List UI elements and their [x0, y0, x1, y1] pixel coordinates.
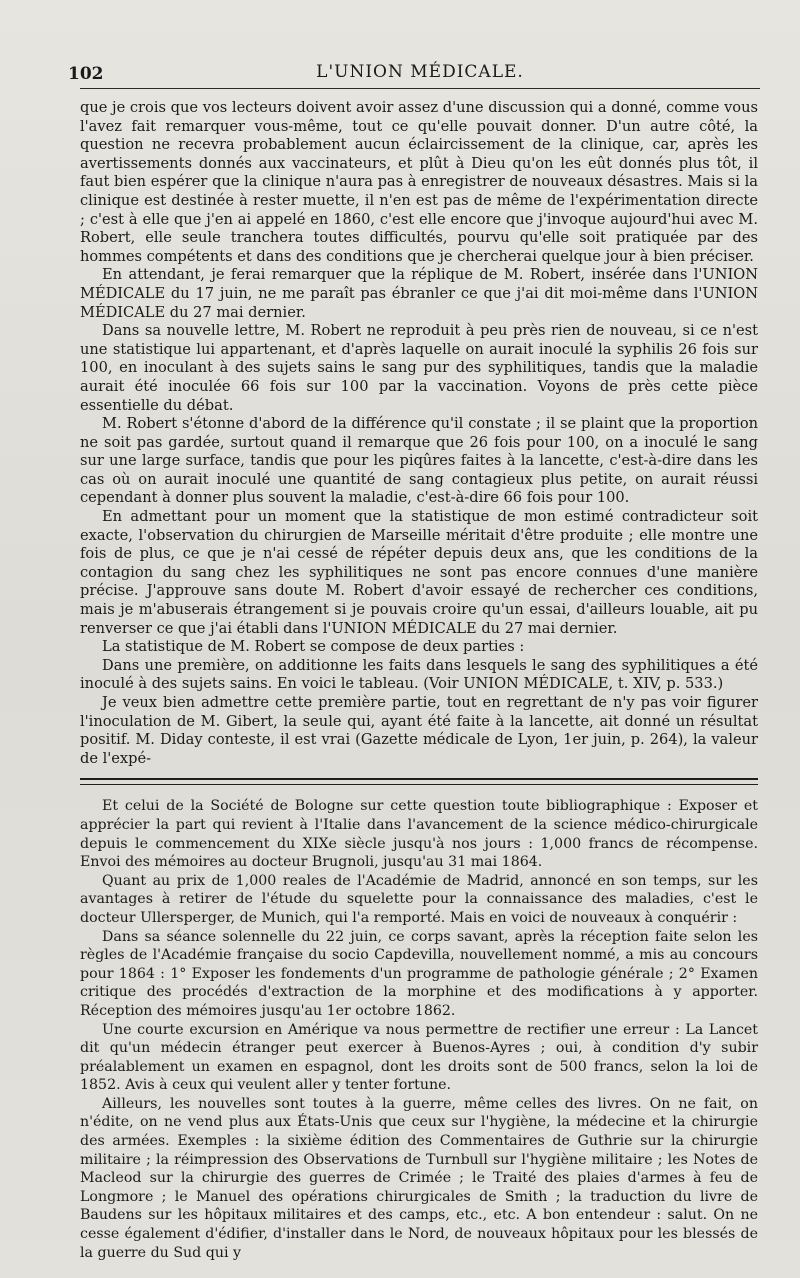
main-article [80, 99, 758, 768]
page-number: 102 [68, 64, 104, 84]
feuilleton-section [80, 797, 758, 1262]
paragraph: Quant au prix de 1,000 reales de l'Académie de Madrid, annoncé en son temps, sur les avantages à retirer de l'étude du squelette pour la connaissance des maladies, c'est le docteur Ullersperger, de Munich, qui l'a remporté. Mais en voici de nouveaux à conquérir : [80, 872, 758, 926]
paragraph: M. Robert s'étonne d'abord de la différence qu'il constate ; il se plaint que la proportion ne soit pas gardée, surtout quand il remarque que 26 fois pour 100, on a inoculé le sang sur une large surface, tandis que pour les piqûres faites à la lancette, c'est-à-dire dans les cas où on aurait inoculé une quantité de sang contagieux plus petite, on aurait réussi cependant à donner plus souvent la maladie, c'est-à-dire 66 fois pour 100. [80, 415, 758, 507]
running-title: L'UNION MÉDICALE. [316, 62, 524, 82]
page-header [68, 58, 760, 89]
paragraph: Dans sa nouvelle lettre, M. Robert ne reproduit à peu près rien de nouveau, si ce n'est une statistique lui appartenant, et d'après laquelle on aurait inoculé la syphilis 26 fois sur 100, en inoculant à des sujets sains le sang pur des syphilitiques, tandis que la maladie aurait été inoculée 66 fois sur 100 par la vaccination. Voyons de près cette pièce essentielle du débat. [80, 322, 758, 414]
section-divider [80, 778, 758, 785]
paragraph: La statistique de M. Robert se compose de deux parties : [102, 638, 525, 656]
paragraph: Dans une première, on additionne les faits dans lesquels le sang des syphilitiques a été inoculé à des sujets sains. En voici le tableau. (Voir UNION MÉDICALE, t. XIV, p. 533.) [80, 656, 758, 693]
paragraph: En attendant, je ferai remarquer que la réplique de M. Robert, insérée dans l'UNION MÉDICALE du 17 juin, ne me paraît pas ébranler ce que j'ai dit moi-même dans l'UNION MÉDICALE du 27 mai dernier. [80, 266, 758, 321]
paragraph: Et celui de la Société de Bologne sur cette question toute bibliographique : Exposer et apprécier la part qui revient à l'Italie dans l'avancement de la science médico-chirurgicale depuis le commencement du XIXe siècle jusqu'à nos jours : 1,000 francs de récompense. Envoi des mémoires au docteur Brugnoli, jusqu'au 31 mai 1864. [80, 798, 758, 871]
paragraph: Une courte excursion en Amérique va nous permettre de rectifier une erreur : La Lancet dit qu'un médecin étranger peut exercer à Buenos-Ayres ; oui, à condition d'y subir préalablement un examen en espagnol, dont les droits sont de 500 francs, selon la loi de 1852. Avis à ceux qui veulent aller y tenter fortune. [80, 1021, 758, 1094]
paragraph: Ailleurs, les nouvelles sont toutes à la guerre, même celles des livres. On ne fait, on n'édite, on ne vend plus aux États-Unis que ceux sur l'hygiène, la médecine et la chirurgie des armées. Exemples : la sixième édition des Commentaires de Guthrie sur la chirurgie militaire ; la réimpression des Observations de Turnbull sur l'hygiène militaire ; les Notes de Macleod sur la chirurgie des guerres de Crimée ; le Traité des plaies d'armes à feu de Longmore ; le Manuel des opérations chirurgicales de Smith ; la traduction du livre de Baudens sur les hôpitaux militaires et des camps, etc., etc. A bon entendeur : salut. On ne cesse également d'édifier, d'installer dans le Nord, de nouveaux hôpitaux pour les blessés de la guerre du Sud qui y [80, 1095, 758, 1261]
paragraph: Je veux bien admettre cette première partie, tout en regrettant de n'y pas voir figurer l'inoculation de M. Gibert, la seule qui, ayant été faite à la lancette, ait donné un résultat positif. M. Diday conteste, il est vrai (Gazette médicale de Lyon, 1er juin, p. 264), la valeur de l'expé- [80, 694, 758, 767]
paragraph: Dans sa séance solennelle du 22 juin, ce corps savant, après la réception faite selon les règles de l'Académie française du socio Capdevilla, nouvellement nommé, a mis au concours pour 1864 : 1° Exposer les fondements d'un programme de pathologie générale ; 2° Examen critique des procédés d'extraction de la morphine et des modifications à y apporter. Réception des mémoires jusqu'au 1er octobre 1862. [80, 928, 758, 1019]
paragraph: que je crois que vos lecteurs doivent avoir assez d'une discussion qui a donné, comme vous l'avez fait remarquer vous-même, tout ce qu'elle pouvait donner. D'un autre côté, la question ne recevra probablement aucun éclaircissement de la clinique, car, après les avertissements donnés aux vaccinateurs, et plût à Dieu qu'on les eût donnés plus tôt, il faut bien espérer que la clinique n'aura pas à enregistrer de nouveaux désastres. Mais si la clinique est destinée à rester muette, il n'en est pas de même de l'expérimentation directe ; c'est à elle que j'en ai appelé en 1860, c'est elle encore que j'invoque aujourd'hui avec M. Robert, elle seule tranchera toutes difficultés, pourvu qu'elle soit pratiquée par des hommes compétents et dans des conditions que je chercherai quelque jour à bien préciser. [80, 99, 758, 265]
paragraph: En admettant pour un moment que la statistique de mon estimé contradicteur soit exacte, l'observation du chirurgien de Marseille méritait d'être produite ; elle montre une fois de plus, ce que je n'ai cessé de répéter depuis deux ans, que les conditions de la contagion du sang chez les syphilitiques ne sont pas encore connues d'une manière précise. J'approuve sans doute M. Robert d'avoir essayé de rechercher ces conditions, mais je m'abuserais étrangement si je pouvais croire qu'un essai, d'ailleurs louable, ait pu renverser ce que j'ai établi dans l'UNION MÉDICALE du 27 mai dernier. [80, 508, 758, 637]
